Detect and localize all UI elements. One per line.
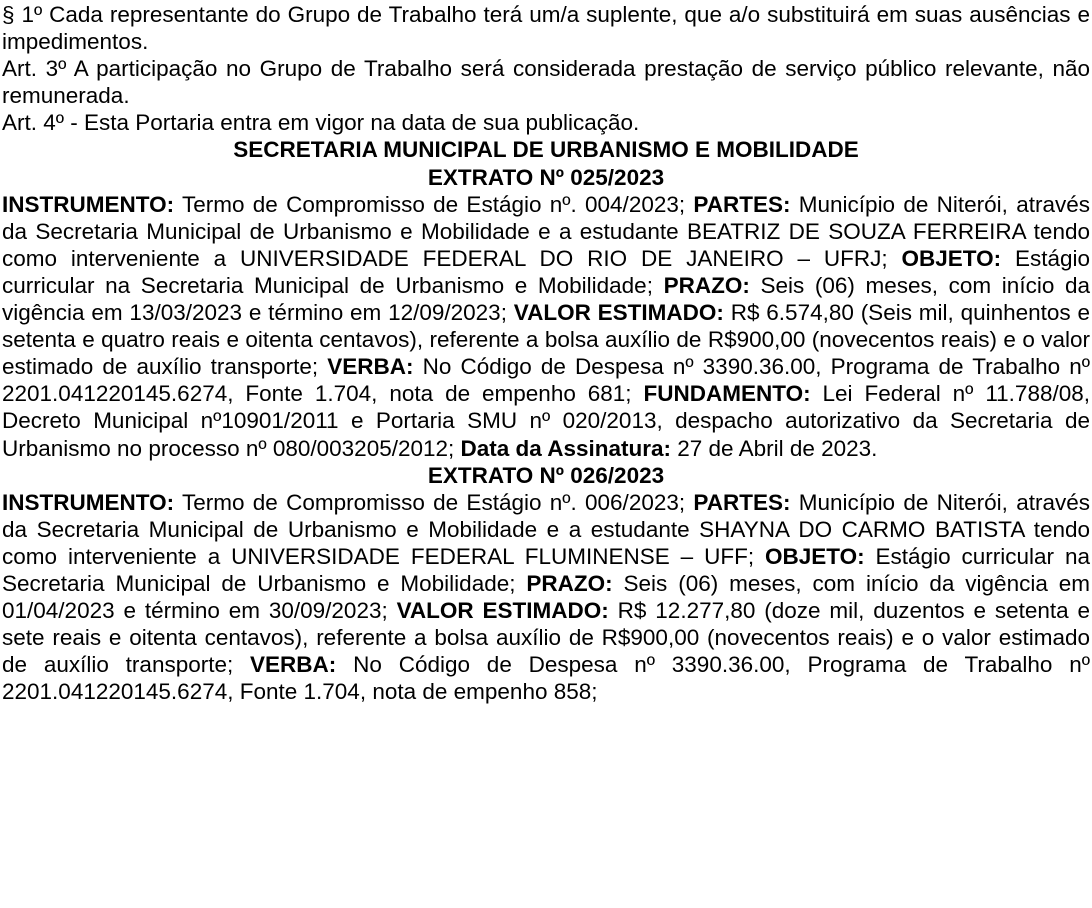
paragraph-art-4: Art. 4º - Esta Portaria entra em vigor na data de sua publicação. <box>2 110 640 136</box>
partes-label: PARTES: <box>693 489 791 515</box>
valor-text: R$ 6.574,80 (Seis mil, quinhentos e setenta e quatro reais e oitenta centavos), referente a bolsa auxílio de R$900,00 (novecentos reais) e o valor estimado de auxílio transporte; <box>2 300 1090 380</box>
valor-label: VALOR ESTIMADO: <box>513 300 724 326</box>
extrato-025-title: EXTRATO Nº 025/2023 <box>427 164 665 190</box>
valor-text: R$ 12.277,80 (doze mil, duzentos e setenta e sete reais e oitenta centavos), referente a bolsa auxílio de R$900,00 (novecentos reais) e o valor estimado de auxílio transporte; <box>2 598 1091 678</box>
prazo-text: Seis (06) meses, com início da vigência em 01/04/2023 e término em 30/09/2023; <box>2 570 1090 624</box>
paragraph-art-3: Art. 3º A participação no Grupo de Trabalho será considerada prestação de serviço público relevante, não remunerada. <box>2 56 1090 109</box>
instrumento-label: INSTRUMENTO: <box>2 191 175 217</box>
extrato-026-title: EXTRATO Nº 026/2023 <box>427 462 665 488</box>
prazo-label: PRAZO: <box>663 272 750 298</box>
instrumento-text: Termo de Compromisso de Estágio nº. 006/2023; <box>174 489 694 515</box>
partes-text: Município de Niterói, através da Secretaria Municipal de Urbanismo e Mobilidade e a estudante SHAYNA DO CARMO BATISTA tendo como interveniente a UNIVERSIDADE FEDERAL FLUMINENSE – UFF; <box>2 489 1090 569</box>
verba-label: VERBA: <box>250 652 337 678</box>
prazo-label: PRAZO: <box>526 570 613 596</box>
instrumento-label: INSTRUMENTO: <box>2 489 175 515</box>
valor-label: VALOR ESTIMADO: <box>396 598 609 624</box>
paragraph-suplente: § 1º Cada representante do Grupo de Trabalho terá um/a suplente, que a/o substituirá em suas ausências e impedimentos. <box>2 2 1090 55</box>
objeto-text: Estágio curricular na Secretaria Municipal de Urbanismo e Mobilidade; <box>2 543 1090 596</box>
data-assinatura-label: Data da Assinatura: <box>460 435 672 461</box>
verba-text: No Código de Despesa nº 3390.36.00, Programa de Trabalho nº 2201.041220145.6274, Fonte 1.704, nota de empenho 681; <box>2 354 1090 407</box>
fundamento-label: FUNDAMENTO: <box>643 381 811 407</box>
extrato-026-body <box>2 489 1090 706</box>
objeto-label: OBJETO: <box>765 543 865 569</box>
verba-label: VERBA: <box>327 354 414 380</box>
fundamento-text: Lei Federal nº 11.788/08, Decreto Municipal nº10901/2011 e Portaria SMU nº 020/2013, despacho autorizativo da Secretaria de Urbanismo no processo nº 080/003205/2012; <box>2 381 1091 461</box>
secretaria-title: SECRETARIA MUNICIPAL DE URBANISMO E MOBILIDADE <box>233 137 859 163</box>
partes-text: Município de Niterói, através da Secretaria Municipal de Urbanismo e Mobilidade e a estudante BEATRIZ DE SOUZA FERREIRA tendo como interveniente a UNIVERSIDADE FEDERAL DO RIO DE JANEIRO – UFRJ; <box>2 191 1090 271</box>
objeto-label: OBJETO: <box>901 245 1002 271</box>
extrato-025-body <box>2 191 1090 462</box>
instrumento-text: Termo de Compromisso de Estágio nº. 004/2023; <box>174 191 694 217</box>
prazo-text: Seis (06) meses, com início da vigência em 13/03/2023 e término em 12/09/2023; <box>2 272 1090 326</box>
partes-label: PARTES: <box>693 191 791 217</box>
verba-text: No Código de Despesa nº 3390.36.00, Programa de Trabalho nº 2201.041220145.6274, Fonte 1.704, nota de empenho 858; <box>2 652 1090 705</box>
data-assinatura-text: 27 de Abril de 2023. <box>671 435 878 461</box>
objeto-text: Estágio curricular na Secretaria Municipal de Urbanismo e Mobilidade; <box>2 245 1090 298</box>
